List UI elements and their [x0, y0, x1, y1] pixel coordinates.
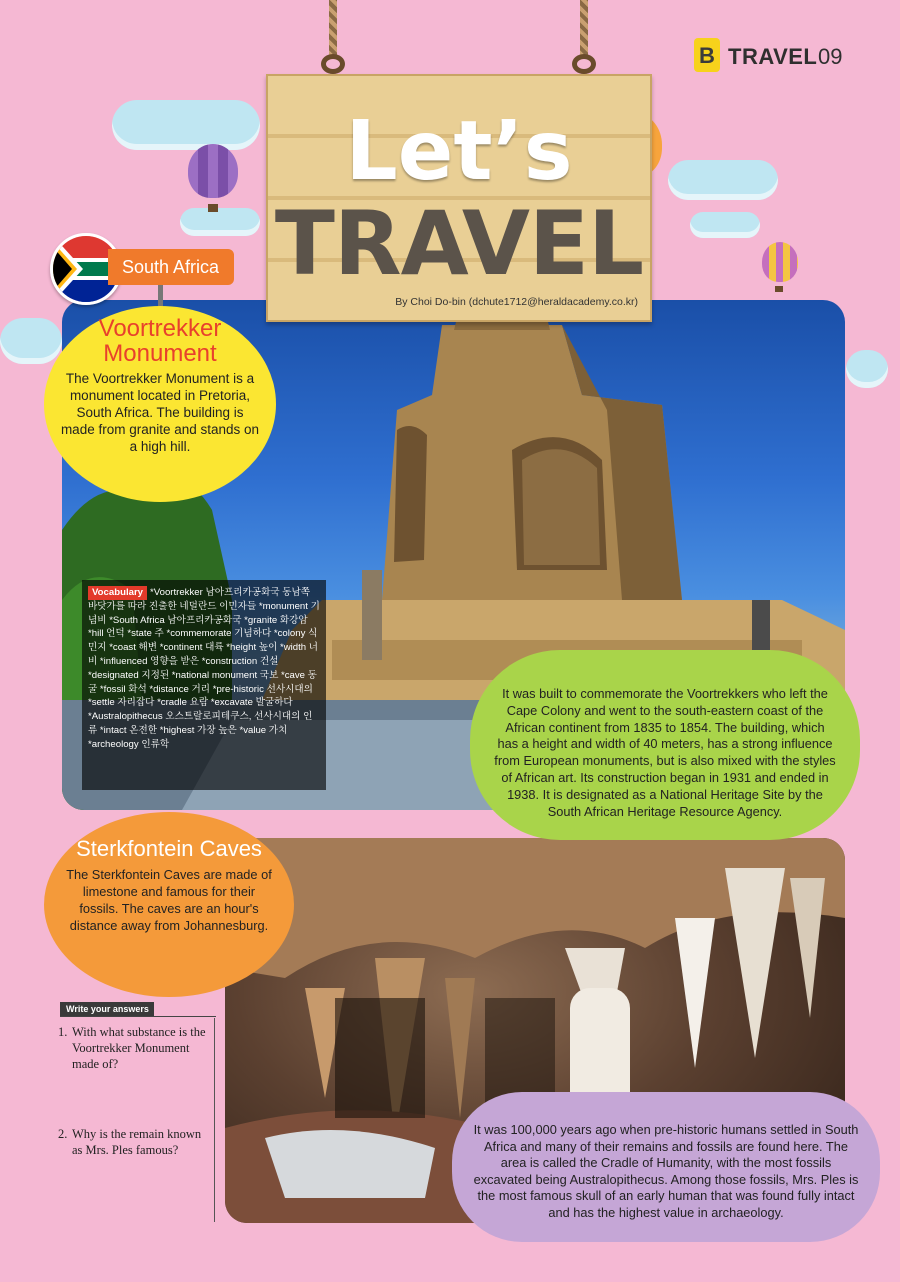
- page-title-line1: Let’s: [345, 104, 573, 199]
- cloud-decoration: [668, 160, 778, 200]
- byline: By Choi Do-bin (dchute1712@heraldacademy.co.kr): [395, 296, 638, 308]
- monument-title-line2: Monument: [103, 340, 217, 367]
- caves-intro-bubble: [44, 812, 294, 997]
- monument-title-line1: Voortrekker: [98, 315, 222, 342]
- basic-logo: B: [694, 38, 720, 72]
- monument-detail-bubble: [470, 650, 860, 840]
- section-title: TRAVEL: [728, 44, 818, 69]
- question-text: Why is the remain known as Mrs. Ples famous?: [72, 1127, 202, 1157]
- cloud-decoration: [180, 208, 260, 236]
- hot-air-balloon-icon: [188, 144, 238, 198]
- caves-intro-text: The Sterkfontein Caves are made of limestone and famous for their fossils. The caves are an hour's distance away from Johannesburg.: [66, 867, 272, 933]
- question-number: 1.: [58, 1025, 68, 1039]
- caves-detail-text: It was 100,000 years ago when pre-historic humans settled in South Africa and many of their remains and fossils are found here. The area is called the Cradle of Humanity, with the most fossils excavated being Australopithecus. Among those fossils, Mrs. Ples is the most famous skull of an early human that was found fully intact and has the highest value in archaeology.: [473, 1122, 859, 1220]
- sign-rope: [580, 0, 588, 56]
- caves-title: Sterkfontein Caves: [76, 836, 262, 861]
- cloud-decoration: [846, 350, 888, 388]
- cloud-decoration: [0, 318, 62, 364]
- question-text: With what substance is the Voortrekker Monument made of?: [72, 1025, 206, 1071]
- balloon-basket: [775, 286, 783, 292]
- title-sign: [266, 74, 652, 322]
- monument-intro-bubble: [44, 306, 276, 502]
- vocabulary-label: Vocabulary: [88, 586, 147, 600]
- monument-detail-text: It was built to commemorate the Voortrekkers who left the Cape Colony and went to the south-eastern coast of the African continent from 1835 to 1854. The building, which has a height and width of 40 meters, has a strong influence from European monuments, but is also mixed with the styles of African art. Its construction began in 1931 and ended in 1938. It is designated as a National Heritage Site by the South African Heritage Resource Agency.: [494, 686, 836, 819]
- divider: [214, 1018, 215, 1222]
- vocabulary-box: [82, 580, 326, 790]
- caves-detail-bubble: [452, 1092, 880, 1242]
- divider: [60, 1016, 216, 1017]
- question-number: 2.: [58, 1127, 68, 1141]
- vocabulary-text: *Voortrekker 남아프리카공화국 동남쪽 바닷가를 따라 진출한 네덜란드 이민자들 *monument 기념비 *South Africa 남아프리카공화국 *granite 화강암 *hill 언덕 *state 주 *commemorate 기념하다 *colony 식민지 *coast 해변 *continent 대륙 *height 높이 *width 너비 *influenced 영향을 받은 *construction 건설 *designated 지정된 *national monument 국보 *cave 동굴 *fossil 화석 *distance 거리 *pre-historic 선사시대의 *settle 자리잡다 *cradle 요람 *excavate 발굴하다 *Australopithecus 오스트랄로피테쿠스, 선사시대의 인류 *intact 온전한 *highest 가장 높은 *value 가치 *archeology 인류학: [88, 587, 320, 750]
- question-1: [58, 1024, 208, 1072]
- question-2: [58, 1126, 208, 1158]
- cloud-decoration: [690, 212, 760, 238]
- sign-hook: [572, 54, 596, 74]
- sign-post: [158, 285, 163, 307]
- balloon-basket: [208, 204, 218, 212]
- monument-intro-text: The Voortrekker Monument is a monument located in Pretoria, South Africa. The building is made from granite and stands on a high hill.: [60, 371, 260, 454]
- page-number: 09: [818, 44, 843, 69]
- cloud-decoration: [112, 100, 260, 150]
- sign-rope: [329, 0, 337, 56]
- page-title-line2: TRAVEL: [274, 192, 644, 295]
- country-label: South Africa: [108, 249, 234, 285]
- sign-hook: [321, 54, 345, 74]
- hot-air-balloon-icon: [762, 242, 798, 282]
- answers-label: Write your answers: [60, 1002, 154, 1016]
